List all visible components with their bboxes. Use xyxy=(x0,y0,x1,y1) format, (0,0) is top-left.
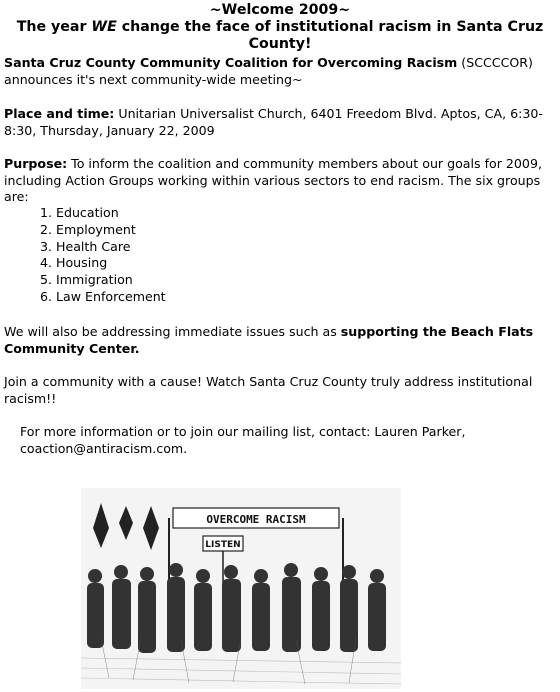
intro-text: (SCCCCOR) announces it's next community-wide meeting~ xyxy=(4,55,533,87)
list-item: 1. Education xyxy=(56,205,166,222)
purpose-text: To inform the coalition and community members about our goals for 2009, including Action Groups working within various sectors to end racism. The six groups are: xyxy=(4,156,542,204)
list-item: 4. Housing xyxy=(56,255,166,272)
place-text: Unitarian Universalist Church, 6401 Freedom Blvd. Aptos, CA, 6:30-8:30, Thursday, January 22, 2009 xyxy=(4,106,543,138)
place-paragraph xyxy=(4,106,556,139)
list-item: 6. Law Enforcement xyxy=(56,289,166,306)
place-label: Place and time: xyxy=(4,106,115,121)
banner-text: OVERCOME RACISM xyxy=(206,513,306,526)
flyer-title: ~Welcome 2009~ xyxy=(209,2,351,18)
contact-paragraph: For more information or to join our mailing list, contact: Lauren Parker, coaction@antiracism.com. xyxy=(20,424,466,456)
join-paragraph: Join a community with a cause! Watch Santa Cruz County truly address institutional racism!! xyxy=(4,374,533,406)
org-name: Santa Cruz County Community Coalition for Overcoming Racism xyxy=(4,55,458,70)
action-groups-list xyxy=(38,205,166,306)
subtitle-emphasis: WE xyxy=(91,19,117,35)
issues-paragraph xyxy=(4,324,556,357)
issues-bold: supporting the Beach Flats Community Center. xyxy=(4,324,534,356)
list-item: 3. Health Care xyxy=(56,239,166,256)
list-item: 5. Immigration xyxy=(56,272,166,289)
subtitle-pre: The year xyxy=(16,19,92,35)
subtitle-post: change the face of institutional racism in Santa Cruz County! xyxy=(116,19,544,52)
intro-paragraph xyxy=(4,55,556,88)
purpose-label: Purpose: xyxy=(4,156,68,171)
listen-text: LISTEN xyxy=(205,540,241,550)
list-item: 2. Employment xyxy=(56,222,166,239)
flyer-subtitle xyxy=(0,19,560,53)
crowd-illustration xyxy=(81,488,401,689)
issues-text: We will also be addressing immediate issues such as xyxy=(4,324,341,339)
purpose-paragraph xyxy=(4,156,556,206)
